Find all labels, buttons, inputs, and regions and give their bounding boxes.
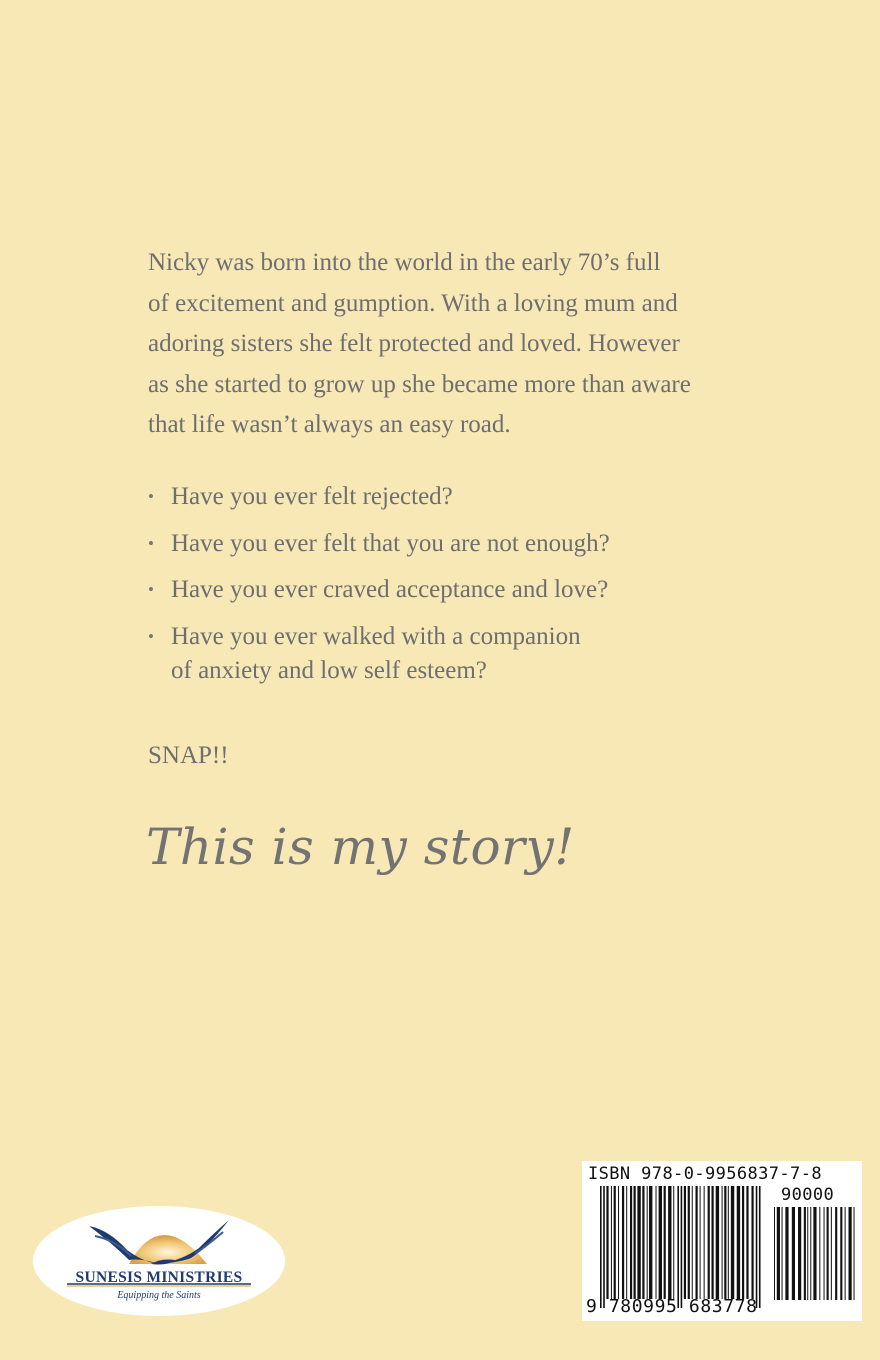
intro-paragraph	[148, 243, 748, 446]
intro-line: as she started to grow up she became more than aware	[148, 370, 691, 398]
intro-line: Nicky was born into the world in the early 70’s full	[148, 249, 661, 276]
isbn-text: ISBN 978-0-9956837-7-8	[588, 1164, 822, 1184]
intro-line: adoring sisters she felt protected and loved. However	[148, 330, 680, 357]
intro-line: that life wasn’t always an easy road.	[148, 411, 511, 438]
publisher-name: SUNESIS MINISTRIES	[75, 1269, 243, 1286]
publisher-tagline: Equipping the Saints	[117, 1290, 201, 1301]
tagline: This is my story!	[146, 818, 575, 876]
snap-text: SNAP!!	[148, 742, 229, 769]
list-item: • Have you ever craved acceptance and love?	[148, 573, 748, 607]
list-item: • Have you ever walked with a companion of anxiety and low self esteem?	[148, 620, 748, 688]
publisher-logo	[31, 1204, 287, 1318]
ean-number: 9 780995 683778	[586, 1296, 758, 1317]
list-item: • Have you ever felt rejected?	[148, 480, 748, 514]
list-item: • Have you ever felt that you are not enough?	[148, 527, 748, 561]
isbn-barcode	[582, 1161, 862, 1321]
question-list	[148, 480, 748, 700]
barcode-addon-number: 90000	[781, 1185, 835, 1205]
intro-line: of excitement and gumption. With a loving mum and	[148, 289, 678, 317]
